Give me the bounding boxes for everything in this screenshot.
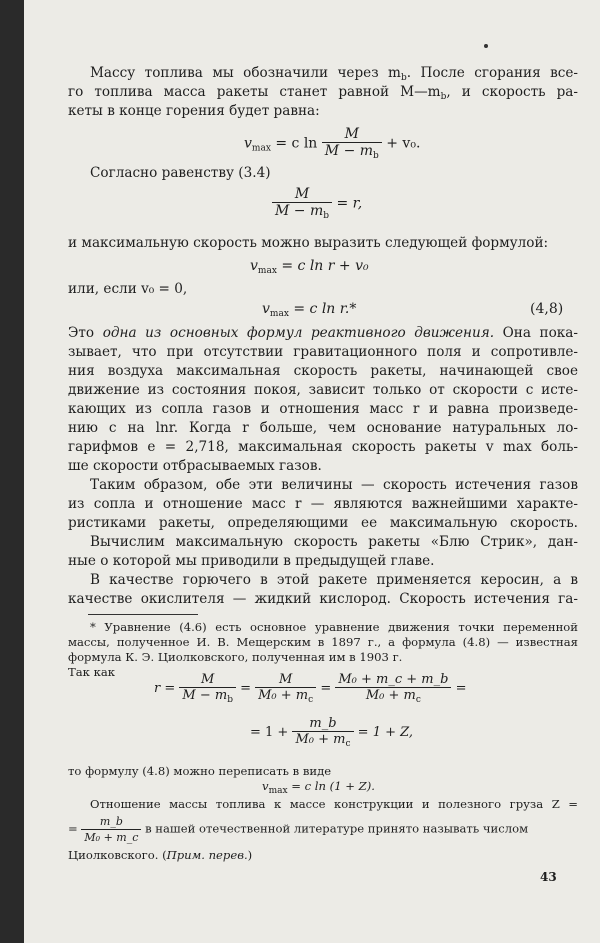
footnote-equation-z: = 1 + $\frac{m\_b}{M_0 + m_c}$ = 1 + Z, [250, 716, 414, 749]
text-line: качестве окислителя — жидкий кислород. Скорость истечения га- [68, 591, 578, 607]
text-line: ристиками ракеты, определяющими ее максимальную скорость. [68, 515, 578, 531]
text-line: го топлива масса ракеты станет равной $M—m_b$, и скорость ра- [68, 84, 578, 102]
text-line: Таким образом, обе эти величины — скорость истечения газов [90, 477, 578, 493]
print-speck [484, 44, 488, 48]
text-line: Вычислим максимальную скорость ракеты «Блю Стрик», дан- [90, 534, 578, 550]
footnote-line: массы, полученное И. В. Мещерским в 1897 г., а формула (4.8) — известная [68, 635, 578, 649]
footnote-line: Так как [68, 665, 115, 679]
book-page [24, 0, 600, 943]
text-line: движение из состояния покоя, зависит только от скорости c исте- [68, 382, 578, 398]
footnote-fraction-line: = $\frac{m\_b}{\text{M₀ + m\_c}}$ в нашей отечественной литературе принято называть числом [68, 815, 529, 844]
text-line: из сопла и отношение масс r — являются важнейшими характе- [68, 496, 578, 512]
text-line: Это одна из основных формул реактивного движения. Она пока- [68, 325, 578, 341]
text-line: В качестве горючего в этой ракете применяется керосин, а в [90, 572, 578, 588]
footnote-line: Циолковского. (Прим. перев.) [68, 848, 253, 862]
text-line: ные о которой мы приводили в предыдущей главе. [68, 553, 435, 569]
footnote-divider [88, 614, 198, 615]
text-line: нию c на lnr. Когда r больше, чем основание натуральных ло- [68, 420, 578, 436]
footnote-line: то формулу (4.8) можно переписать в виде [68, 764, 332, 778]
equation-vmax-1: $v_{max} = c$ ln $\frac{M}{M - m_b}$ + v₀. [244, 126, 421, 161]
equation-ratio: $\frac{M}{M - m_b}$ = r, [272, 186, 362, 221]
text-line: зывает, что при отсутствии гравитационного поля и сопротивле- [68, 344, 578, 360]
text-line: кеты в конце горения будет равна: [68, 103, 320, 119]
text-line: Массу топлива мы обозначили через $m_b$. После сгорания все- [90, 65, 578, 83]
footnote-equation-r: r = $\frac{M}{M - m_b}$ = $\frac{M}{M_0 + m_c}$ = $\frac{\text{M₀ + m\_c + m\_b}}{M_0 + m_c}$ = [154, 672, 467, 705]
text-line: и максимальную скорость можно выразить следующей формулой: [68, 235, 549, 251]
text-line: кающих из сопла газов и отношения масс r и равна произведе- [68, 401, 578, 417]
text-line: гарифмов e = 2,718, максимальная скорость ракеты v max боль- [68, 439, 578, 455]
page-number: 43 [540, 870, 557, 884]
equation-vmax-3: $v_{max} = c$ ln r.* [262, 301, 357, 319]
equation-vmax-2: $v_{max} = c$ ln r + v₀ [250, 258, 369, 276]
text-line: или, если v₀ = 0, [68, 281, 188, 297]
footnote-equation-vmax: $v_{max} = c$ ln (1 + Z). [262, 779, 375, 796]
footnote-line: Отношение массы топлива к массе конструкции и полезного груза Z = [90, 797, 578, 811]
footnote-line: формула К. Э. Циолковского, полученная им в 1903 г. [68, 650, 403, 664]
footnote-line: * Уравнение (4.6) есть основное уравнение движения точки переменной [90, 620, 578, 634]
text-line: Согласно равенству (3.4) [90, 165, 271, 181]
text-line: ше скорости отбрасываемых газов. [68, 458, 322, 474]
text-line: ния воздуха максимальная скорость ракеты, начинающей свое [68, 363, 578, 379]
equation-number: (4,8) [530, 301, 564, 317]
